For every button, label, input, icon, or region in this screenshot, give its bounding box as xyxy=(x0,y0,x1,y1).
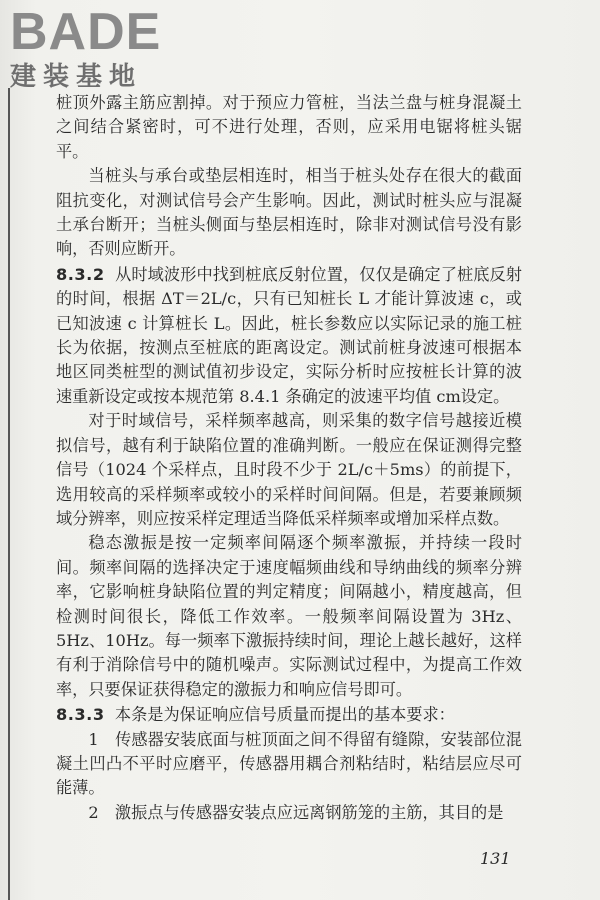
list-item: 1 传感器安装底面与桩顶面之间不得留有缝隙，安装部位混凝土凹凸不平时应磨平，传感器用耦合剂粘结时，粘结层应尽可能薄。 xyxy=(56,729,522,798)
section-paragraph: 8.3.2 从时域波形中找到桩底反射位置，仅仅是确定了桩底反射的时间，根据 ΔT＝2L/c，只有已知桩长 L 才能计算波速 c，或已知波速 c 计算桩长 L。因此，桩长参数应以实际记录的施工桩长为依据，按测点至桩底的距离设定。测试前桩身波速可根据本地区同类桩型的测试值初步设定，实际分析时应按桩长计算的波速重新设定或按本规范第 8.4.1 条确定的波速平均值 cm设定。 xyxy=(56,264,522,406)
logo-subtitle: 建装基地 xyxy=(10,62,143,92)
logo-brand: BADE xyxy=(10,3,162,61)
list-item: 2 激振点与传感器安装点应远离钢筋笼的主筋，其目的是 xyxy=(88,802,504,822)
body-text xyxy=(56,91,522,825)
watermark-logo xyxy=(6,4,181,96)
paragraph: 对于时域信号，采样频率越高，则采集的数字信号越接近模拟信号，越有利于缺陷位置的准确判断。一般应在保证测得完整信号（1024 个采样点，且时段不少于 2L/c＋5ms）的前提下，选用较高的采样频率或较小的采样时间间隔。但是，若要兼顾频域分辨率，则应按采样定理适当降低采样频率或增加采样点数。 xyxy=(56,411,522,528)
paragraph: 当桩头与承台或垫层相连时，相当于桩头处存在很大的截面阻抗变化，对测试信号会产生影响。因此，测试时桩头应与混凝土承台断开；当桩头侧面与垫层相连时，除非对测试信号没有影响，否则应断开。 xyxy=(56,166,522,259)
section-paragraph: 8.3.3 本条是为保证响应信号质量而提出的基本要求： xyxy=(56,705,455,725)
paragraph: 桩顶外露主筋应割掉。对于预应力管桩，当法兰盘与桩身混凝土之间结合紧密时，可不进行处理，否则，应采用电锯将桩头锯平。 xyxy=(56,93,522,161)
section-number: 8.3.3 xyxy=(56,705,105,725)
paragraph: 稳态激振是按一定频率间隔逐个频率激振，并持续一段时间。频率间隔的选择决定于速度幅频曲线和导纳曲线的频率分辨率，它影响桩身缺陷位置的判定精度；间隔越小，精度越高，但检测时间很长，降低工作效率。一般频率间隔设置为 3Hz、5Hz、10Hz。每一频率下激振持续时间，理论上越长越好，这样有利于消除信号中的随机噪声。实际测试过程中，为提高工作效率，只要保证获得稳定的激振力和响应信号即可。 xyxy=(56,533,522,699)
section-number: 8.3.2 xyxy=(56,264,105,284)
binding-edge xyxy=(8,88,10,900)
page-number: 131 xyxy=(480,849,511,868)
